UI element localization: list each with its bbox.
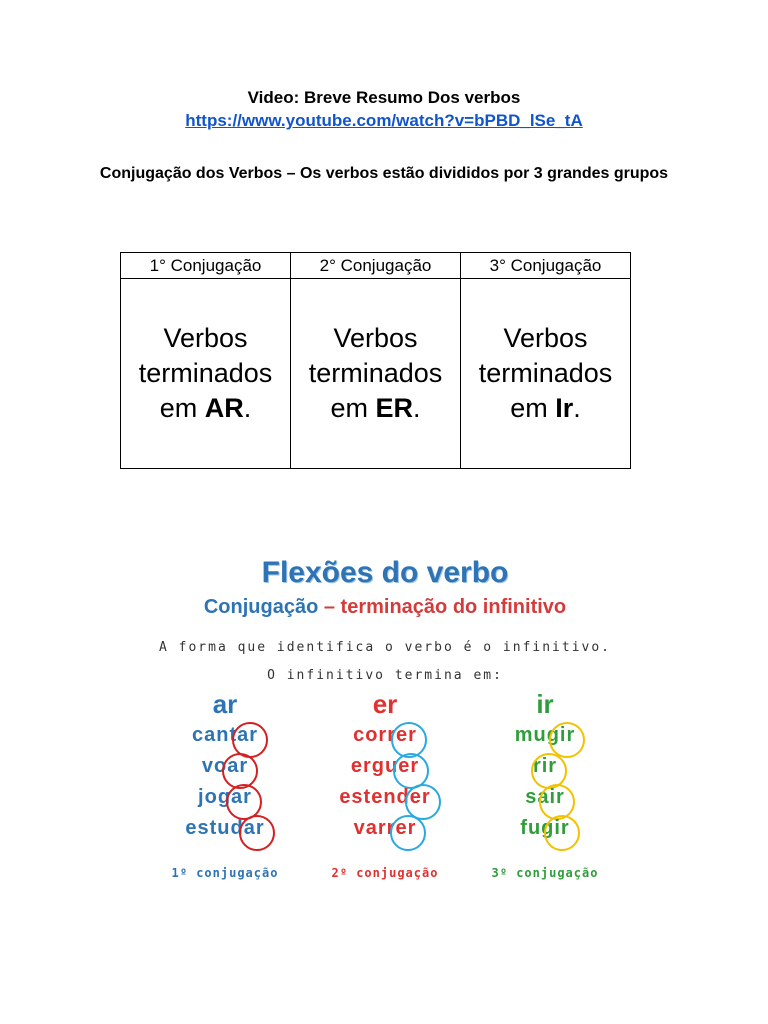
column-heading: ir xyxy=(536,689,554,719)
table-header-row xyxy=(121,253,631,279)
verb-item xyxy=(470,782,620,813)
verb-column-er xyxy=(310,688,460,880)
verb-text: sair xyxy=(525,786,565,808)
cell-line-1: Verbos xyxy=(503,323,588,353)
verb-text: mugir xyxy=(515,724,576,746)
cell-prefix: em xyxy=(330,393,376,423)
verb-item xyxy=(310,751,460,782)
header-cell-2: 2° Conjugação xyxy=(291,253,461,279)
cell-line-2: terminados xyxy=(308,358,443,388)
cell-ending: AR xyxy=(204,393,244,423)
cell-line-1: Verbos xyxy=(163,323,248,353)
column-heading: ar xyxy=(212,689,238,719)
column-footer: 1º conjugação xyxy=(171,866,279,880)
verb-text: estender xyxy=(339,786,430,808)
verb-text: voar xyxy=(202,755,248,777)
column-footer: 3º conjugação xyxy=(491,866,599,880)
verb-text: varrer xyxy=(354,817,417,839)
verb-text: correr xyxy=(353,724,417,746)
table-cell-3 xyxy=(461,279,631,469)
cell-prefix: em xyxy=(510,393,556,423)
subtitle-part-b: – terminação do infinitivo xyxy=(318,596,567,618)
conjugation-table xyxy=(120,252,631,469)
verb-column-ar xyxy=(150,688,300,880)
cell-line-3 xyxy=(121,391,290,426)
verb-item xyxy=(470,720,620,751)
verb-text: fugir xyxy=(520,817,569,839)
cell-line-2: terminados xyxy=(478,358,613,388)
verb-item xyxy=(310,782,460,813)
cell-suffix: . xyxy=(413,393,421,423)
cell-line-1: Verbos xyxy=(333,323,418,353)
verb-text: cantar xyxy=(192,724,258,746)
document-title: Video: Breve Resumo Dos verbos xyxy=(247,88,521,107)
infographic-subtitle xyxy=(150,596,620,619)
infographic-line-1: A forma que identifica o verbo é o infinitivo. xyxy=(158,640,612,655)
ending-circle-icon xyxy=(390,815,426,851)
ending-circle-icon xyxy=(239,815,275,851)
infographic-line-2: O infinitivo termina em: xyxy=(267,668,503,683)
cell-ending: ER xyxy=(375,393,413,423)
verb-inflection-infographic xyxy=(150,548,620,908)
verb-item xyxy=(150,720,300,751)
header-cell-3: 3° Conjugação xyxy=(461,253,631,279)
verb-item xyxy=(150,751,300,782)
cell-line-2: terminados xyxy=(138,358,273,388)
intro-paragraph: Conjugação dos Verbos – Os verbos estão divididos por 3 grandes grupos xyxy=(99,165,669,182)
cell-prefix: em xyxy=(159,393,205,423)
verb-item xyxy=(470,813,620,844)
verb-column-ir xyxy=(470,688,620,880)
verb-item xyxy=(310,720,460,751)
verb-text: rir xyxy=(533,755,557,777)
header-cell-1: 1° Conjugação xyxy=(121,253,291,279)
cell-suffix: . xyxy=(573,393,581,423)
verb-item xyxy=(310,813,460,844)
table-cell-1 xyxy=(121,279,291,469)
verb-item xyxy=(470,751,620,782)
table-row xyxy=(121,279,631,469)
column-heading: er xyxy=(372,689,398,719)
column-footer: 2º conjugação xyxy=(331,866,439,880)
table-cell-2 xyxy=(291,279,461,469)
subtitle-part-a: Conjugação xyxy=(203,596,319,618)
verb-text: estudar xyxy=(185,817,264,839)
cell-line-3 xyxy=(291,391,460,426)
verb-item xyxy=(150,782,300,813)
infographic-title: Flexões do verbo xyxy=(261,556,509,589)
verb-item xyxy=(150,813,300,844)
verb-text: jogar xyxy=(198,786,252,808)
video-link[interactable]: https://www.youtube.com/watch?v=bPBD_lSe_tA xyxy=(185,111,583,130)
cell-ending: Ir xyxy=(555,393,574,423)
cell-line-3 xyxy=(461,391,630,426)
cell-suffix: . xyxy=(243,393,252,423)
verb-text: erguer xyxy=(351,755,419,777)
ending-circle-icon xyxy=(544,815,580,851)
